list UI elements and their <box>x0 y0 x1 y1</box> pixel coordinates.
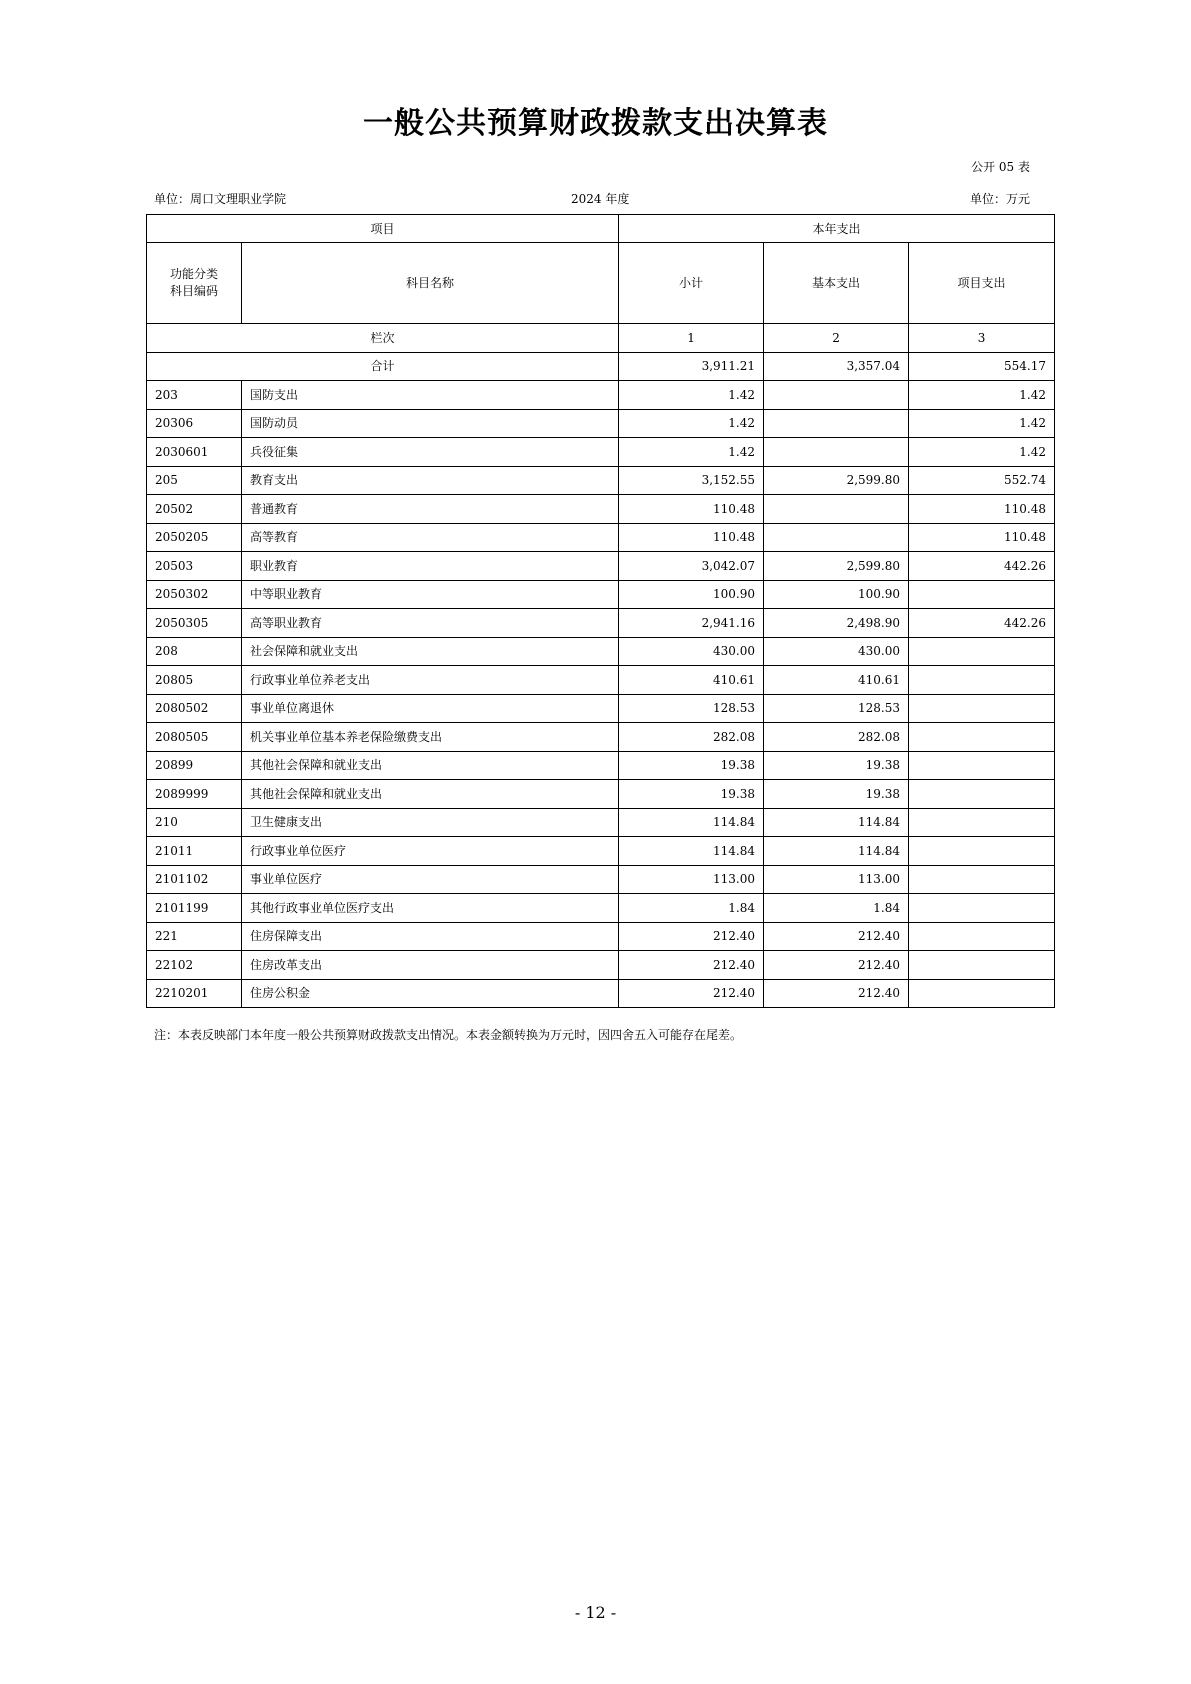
cell-subject-name: 普通教育 <box>242 495 619 524</box>
cell-basic-expense <box>764 381 909 410</box>
cell-project-expense <box>909 979 1055 1008</box>
cell-basic-expense: 113.00 <box>764 865 909 894</box>
cell-subject-name: 机关事业单位基本养老保险缴费支出 <box>242 723 619 752</box>
cell-subject-name: 高等职业教育 <box>242 609 619 638</box>
cell-subject-name: 行政事业单位医疗 <box>242 837 619 866</box>
cell-code: 2050205 <box>147 523 242 552</box>
cell-basic-expense: 212.40 <box>764 979 909 1008</box>
cell-project-expense: 110.48 <box>909 523 1055 552</box>
total-basic: 3,357.04 <box>764 352 909 381</box>
header-basic-expense: 基本支出 <box>764 243 909 324</box>
cell-project-expense <box>909 637 1055 666</box>
table-row <box>147 979 1055 1008</box>
cell-subtotal: 1.42 <box>619 409 764 438</box>
cell-subtotal: 114.84 <box>619 837 764 866</box>
header-func-code <box>147 243 242 324</box>
total-row <box>147 352 1055 381</box>
cell-subject-name: 中等职业教育 <box>242 580 619 609</box>
cell-basic-expense: 212.40 <box>764 951 909 980</box>
cell-subtotal: 2,941.16 <box>619 609 764 638</box>
table-row <box>147 609 1055 638</box>
cell-basic-expense: 114.84 <box>764 837 909 866</box>
column-number-3: 3 <box>909 324 1055 353</box>
cell-subject-name: 高等教育 <box>242 523 619 552</box>
cell-basic-expense: 410.61 <box>764 666 909 695</box>
cell-basic-expense: 212.40 <box>764 922 909 951</box>
cell-basic-expense <box>764 523 909 552</box>
fiscal-year: 2024 年度 <box>571 192 630 206</box>
footnote: 注：本表反映部门本年度一般公共预算财政拨款支出情况。本表金额转换为万元时，因四舍五入可能存在尾差。 <box>154 1028 743 1042</box>
cell-project-expense <box>909 666 1055 695</box>
column-number-2: 2 <box>764 324 909 353</box>
cell-subject-name: 住房保障支出 <box>242 922 619 951</box>
cell-project-expense <box>909 865 1055 894</box>
table-row <box>147 837 1055 866</box>
cell-project-expense <box>909 894 1055 923</box>
cell-subject-name: 其他社会保障和就业支出 <box>242 780 619 809</box>
currency-unit: 单位：万元 <box>969 192 1030 206</box>
header-row-top <box>147 215 1055 243</box>
cell-subject-name: 兵役征集 <box>242 438 619 467</box>
table-row <box>147 922 1055 951</box>
cell-basic-expense: 19.38 <box>764 780 909 809</box>
cell-subject-name: 住房改革支出 <box>242 951 619 980</box>
table-row <box>147 552 1055 581</box>
header-func-code-line2: 科目编码 <box>169 284 218 298</box>
cell-project-expense: 110.48 <box>909 495 1055 524</box>
cell-code: 221 <box>147 922 242 951</box>
cell-code: 210 <box>147 808 242 837</box>
cell-subject-name: 其他行政事业单位医疗支出 <box>242 894 619 923</box>
table-row <box>147 780 1055 809</box>
cell-project-expense <box>909 694 1055 723</box>
cell-subject-name: 事业单位医疗 <box>242 865 619 894</box>
table-row <box>147 438 1055 467</box>
table-row <box>147 808 1055 837</box>
cell-subject-name: 住房公积金 <box>242 979 619 1008</box>
total-subtotal: 3,911.21 <box>619 352 764 381</box>
page-number: - 12 - <box>574 1603 617 1622</box>
column-number-label: 栏次 <box>147 324 619 353</box>
cell-subtotal: 110.48 <box>619 523 764 552</box>
cell-basic-expense: 2,599.80 <box>764 552 909 581</box>
cell-subtotal: 114.84 <box>619 808 764 837</box>
table-row <box>147 951 1055 980</box>
column-number-row <box>147 324 1055 353</box>
table-code: 公开 05 表 <box>971 160 1030 174</box>
cell-project-expense: 1.42 <box>909 438 1055 467</box>
cell-subtotal: 113.00 <box>619 865 764 894</box>
cell-subtotal: 3,042.07 <box>619 552 764 581</box>
table-row <box>147 865 1055 894</box>
cell-code: 20503 <box>147 552 242 581</box>
table-row <box>147 694 1055 723</box>
cell-basic-expense: 1.84 <box>764 894 909 923</box>
cell-project-expense: 1.42 <box>909 381 1055 410</box>
cell-project-expense <box>909 837 1055 866</box>
cell-basic-expense <box>764 409 909 438</box>
cell-project-expense: 442.26 <box>909 552 1055 581</box>
table-row <box>147 466 1055 495</box>
header-item: 项目 <box>147 215 619 243</box>
cell-basic-expense: 114.84 <box>764 808 909 837</box>
cell-code: 2050305 <box>147 609 242 638</box>
cell-project-expense: 1.42 <box>909 409 1055 438</box>
cell-code: 2080505 <box>147 723 242 752</box>
cell-subtotal: 282.08 <box>619 723 764 752</box>
cell-basic-expense: 2,599.80 <box>764 466 909 495</box>
cell-subtotal: 212.40 <box>619 951 764 980</box>
cell-basic-expense: 2,498.90 <box>764 609 909 638</box>
cell-subtotal: 430.00 <box>619 637 764 666</box>
cell-subject-name: 社会保障和就业支出 <box>242 637 619 666</box>
cell-code: 2101102 <box>147 865 242 894</box>
cell-code: 2050302 <box>147 580 242 609</box>
cell-subtotal: 100.90 <box>619 580 764 609</box>
cell-code: 2101199 <box>147 894 242 923</box>
cell-subtotal: 410.61 <box>619 666 764 695</box>
table-row <box>147 381 1055 410</box>
header-subtotal: 小计 <box>619 243 764 324</box>
cell-subject-name: 教育支出 <box>242 466 619 495</box>
cell-subject-name: 国防动员 <box>242 409 619 438</box>
cell-subject-name: 卫生健康支出 <box>242 808 619 837</box>
header-func-code-line1: 功能分类 <box>169 267 218 281</box>
table-row <box>147 523 1055 552</box>
cell-code: 20805 <box>147 666 242 695</box>
cell-subject-name: 国防支出 <box>242 381 619 410</box>
table-row <box>147 637 1055 666</box>
cell-basic-expense: 430.00 <box>764 637 909 666</box>
cell-code: 21011 <box>147 837 242 866</box>
cell-subtotal: 19.38 <box>619 780 764 809</box>
cell-project-expense <box>909 580 1055 609</box>
cell-code: 22102 <box>147 951 242 980</box>
cell-project-expense: 552.74 <box>909 466 1055 495</box>
table-row <box>147 751 1055 780</box>
cell-project-expense: 442.26 <box>909 609 1055 638</box>
cell-code: 208 <box>147 637 242 666</box>
expenditure-table <box>146 214 1055 1008</box>
cell-subject-name: 事业单位离退休 <box>242 694 619 723</box>
unit-name: 单位：周口文理职业学院 <box>154 192 287 206</box>
cell-basic-expense: 19.38 <box>764 751 909 780</box>
cell-subject-name: 职业教育 <box>242 552 619 581</box>
cell-project-expense <box>909 808 1055 837</box>
cell-subtotal: 1.42 <box>619 381 764 410</box>
page-title: 一般公共预算财政拨款支出决算表 <box>363 106 828 141</box>
cell-subtotal: 1.42 <box>619 438 764 467</box>
cell-basic-expense: 282.08 <box>764 723 909 752</box>
table-row <box>147 723 1055 752</box>
cell-code: 2030601 <box>147 438 242 467</box>
cell-code: 2089999 <box>147 780 242 809</box>
cell-code: 20306 <box>147 409 242 438</box>
column-number-1: 1 <box>619 324 764 353</box>
cell-code: 2080502 <box>147 694 242 723</box>
header-subject-name: 科目名称 <box>242 243 619 324</box>
cell-subtotal: 128.53 <box>619 694 764 723</box>
header-current-year-expense: 本年支出 <box>619 215 1055 243</box>
cell-basic-expense <box>764 438 909 467</box>
table-row <box>147 495 1055 524</box>
cell-project-expense <box>909 723 1055 752</box>
total-label: 合计 <box>147 352 619 381</box>
table-row <box>147 666 1055 695</box>
cell-basic-expense: 128.53 <box>764 694 909 723</box>
cell-subtotal: 110.48 <box>619 495 764 524</box>
cell-subtotal: 212.40 <box>619 922 764 951</box>
cell-project-expense <box>909 751 1055 780</box>
header-row-main <box>147 243 1055 324</box>
cell-subject-name: 其他社会保障和就业支出 <box>242 751 619 780</box>
cell-project-expense <box>909 780 1055 809</box>
cell-subtotal: 212.40 <box>619 979 764 1008</box>
table-row <box>147 894 1055 923</box>
cell-subtotal: 1.84 <box>619 894 764 923</box>
table-row <box>147 409 1055 438</box>
cell-project-expense <box>909 922 1055 951</box>
cell-code: 20899 <box>147 751 242 780</box>
cell-subject-name: 行政事业单位养老支出 <box>242 666 619 695</box>
table-row <box>147 580 1055 609</box>
cell-code: 205 <box>147 466 242 495</box>
cell-subtotal: 19.38 <box>619 751 764 780</box>
cell-code: 20502 <box>147 495 242 524</box>
cell-code: 2210201 <box>147 979 242 1008</box>
cell-basic-expense <box>764 495 909 524</box>
header-project-expense: 项目支出 <box>909 243 1055 324</box>
cell-subtotal: 3,152.55 <box>619 466 764 495</box>
cell-project-expense <box>909 951 1055 980</box>
cell-code: 203 <box>147 381 242 410</box>
total-project: 554.17 <box>909 352 1055 381</box>
cell-basic-expense: 100.90 <box>764 580 909 609</box>
